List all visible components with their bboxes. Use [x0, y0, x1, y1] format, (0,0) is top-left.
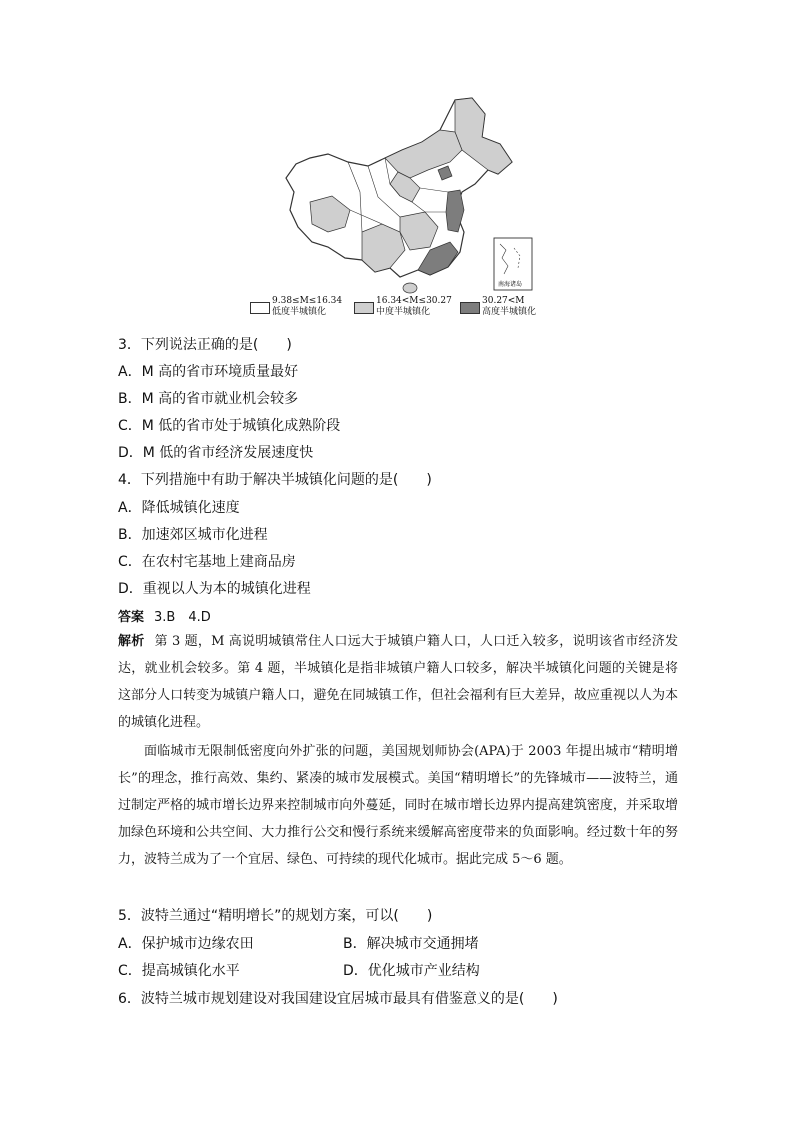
legend-name-medium: 中度半城镇化 [376, 307, 431, 317]
q4-option-d: D．重视以人为本的城镇化进程 [118, 581, 311, 597]
answer-line [118, 606, 211, 625]
q5-option-d: D．优化城市产业结构 [343, 963, 480, 979]
legend-range-high: 30.27<M [482, 296, 525, 306]
hainan-island [403, 283, 417, 293]
q4-stem: 4．下列措施中有助于解决半城镇化问题的是( ) [118, 472, 432, 488]
q4-option-a: A．降低城镇化速度 [118, 500, 240, 516]
q3-option-b: B．M 高的省市就业机会较多 [118, 391, 299, 407]
legend-swatch-high [460, 302, 480, 314]
q6-stem: 6．波特兰城市规划建设对我国建设宜居城市最具有借鉴意义的是( ) [118, 991, 558, 1007]
legend-name-high: 高度半城镇化 [482, 307, 537, 317]
legend-name-low: 低度半城镇化 [272, 307, 327, 317]
analysis-paragraph [118, 628, 678, 736]
inset-label: 南海诸岛 [498, 281, 523, 288]
legend-range-low: 9.38≤M≤16.34 [272, 296, 343, 306]
q5-option-a: A．保护城市边缘农田 [118, 936, 254, 952]
passage-paragraph: 面临城市无限制低密度向外扩张的问题，美国规划师协会(APA)于 2003 年提出城市“精明增长”的理念，推行高效、集约、紧凑的城市发展模式。美国“精明增长”的先锋城市——波特兰，通过制定严格的城市增长边界来控制城市向外蔓延，同时在城市增长边界内提高建筑密度，并采取增加绿色环境和公共空间、大力推行公交和慢行系统来缓解高密度带来的负面影响。经过数十年的努力，波特兰成为了一个宜居、绿色、可持续的现代化城市。据此完成 5～6 题。 [118, 744, 679, 867]
answer-label: 答案 [118, 610, 145, 625]
q3-stem: 3．下列说法正确的是( ) [118, 337, 292, 353]
analysis-text: 第 3 题，M 高说明城镇常住人口远大于城镇户籍人口，人口迁入较多，说明该省市经济发达，就业机会较多。第 4 题，半城镇化是指非城镇户籍人口较多，解决半城镇化问题的关键是将这部分人口转变为城镇户籍人口，避免在同城镇工作，但社会福利有巨大差异，故应重视以人为本的城镇化进程。 [118, 634, 678, 730]
q3-option-a: A．M 高的省市环境质量最好 [118, 364, 299, 380]
china-map-figure [250, 92, 550, 322]
q3-option-d: D．M 低的省市经济发展速度快 [118, 445, 314, 461]
map-legend [250, 296, 560, 326]
analysis-label: 解析 [118, 634, 145, 649]
china-map [250, 92, 550, 302]
legend-range-medium: 16.34<M≤30.27 [376, 296, 452, 306]
q5-option-c: C．提高城镇化水平 [118, 963, 240, 979]
q4-option-c: C．在农村宅基地上建商品房 [118, 554, 296, 570]
answer-text: 3.B 4.D [154, 610, 211, 625]
q3-option-c: C．M 低的省市处于城镇化成熟阶段 [118, 418, 341, 434]
legend-swatch-medium [354, 302, 374, 314]
q5-stem: 5．波特兰通过“精明增长”的规划方案，可以( ) [118, 908, 433, 924]
legend-swatch-low [250, 302, 270, 314]
q4-option-b: B．加速郊区城市化进程 [118, 527, 268, 543]
q5-option-b: B．解决城市交通拥堵 [343, 936, 479, 952]
